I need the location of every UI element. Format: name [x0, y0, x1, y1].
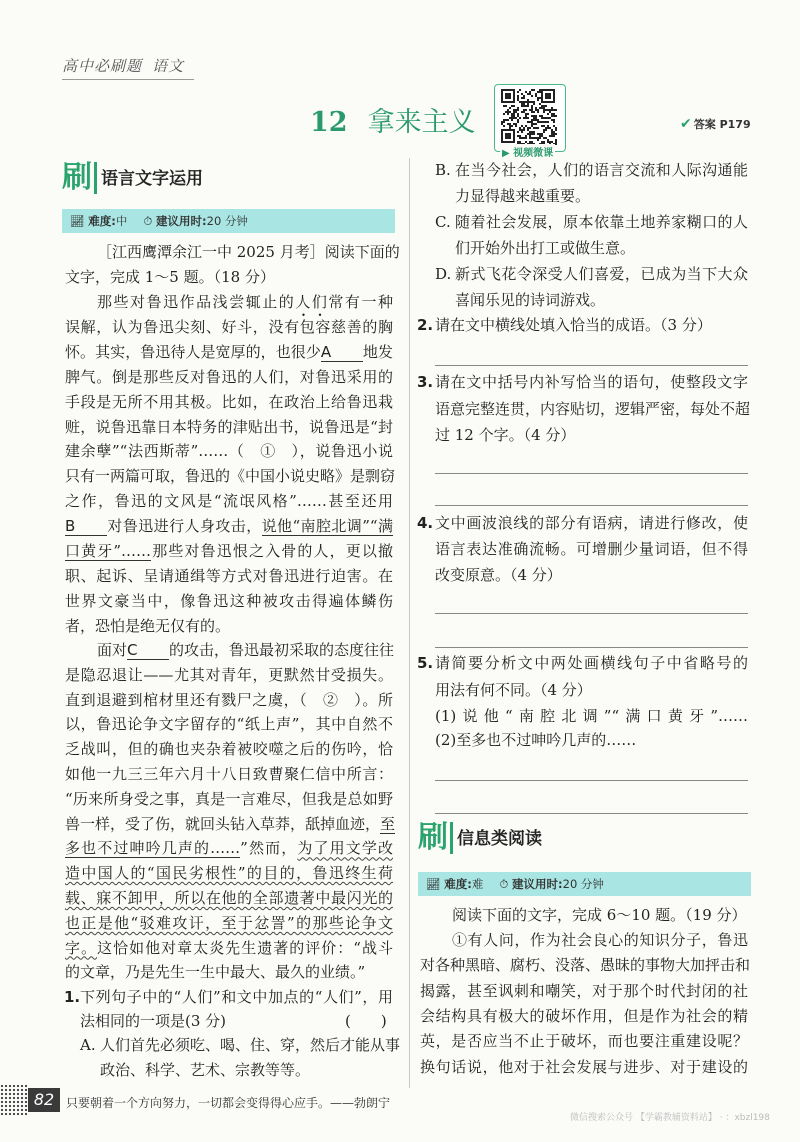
text-line [455, 212, 748, 232]
difficulty-value: 中 [115, 214, 128, 228]
text-segment: 在当今社会，人们的语言交流和人际沟通能 [455, 161, 748, 179]
text-line [65, 441, 393, 461]
text-segment: 语言表达准确流畅。可增删少量词语，但不得 [435, 540, 748, 558]
text-segment: 怀。其实，鲁迅待人是宽厚的，也很少 [65, 342, 321, 361]
text-segment: 是隐忍退让——尤其对青年，更默然甘受损失。 [65, 665, 393, 684]
fill-blank[interactable]: B [65, 517, 107, 536]
text-segment: 的文章，乃是先生一生中最大、最久的业绩。” [65, 963, 366, 982]
text-line [65, 739, 393, 759]
difficulty-label: 难度: [444, 877, 472, 891]
wavy-underlined-text: 字。 [65, 938, 98, 957]
footer-quote: 只要朝着一个方向努力，一切都会变得得心应手。——勃朗宁 [66, 1096, 391, 1110]
wavy-underlined-text: 为了用文学改 [297, 839, 393, 858]
text-line [65, 789, 393, 809]
text-line [65, 838, 393, 858]
text-segment: 下列句子中的“人们”和文中加点的“人们”，用 [80, 988, 393, 1006]
text-segment: 那些对鲁迅恨之入骨的人，更以撤 [151, 542, 393, 560]
text-line [420, 955, 751, 975]
text-line [452, 930, 748, 950]
text-line [65, 466, 396, 486]
text-segment: 脾气。倒是那些反对鲁迅的人们，对鲁迅采用的 [65, 367, 393, 386]
answer-reference [680, 116, 751, 132]
text-line [455, 186, 748, 206]
lesson-number: 12 [310, 107, 348, 138]
text-line [455, 264, 748, 284]
option-letter[interactable]: B. [435, 161, 451, 179]
text-line [65, 616, 393, 636]
text-segment: 文字，完成 1～5 题。（18 分） [65, 268, 275, 286]
text-line [65, 491, 393, 511]
text-line [65, 267, 393, 287]
text-line [420, 1006, 748, 1026]
underlined-text: 至 [380, 814, 396, 833]
text-segment: 法相同的一项是(3 分) [80, 1012, 227, 1030]
text-segment: 换句话说，他对于社会发展与进步、对于建设的 [420, 1057, 748, 1076]
option-letter[interactable]: A. [80, 1036, 96, 1054]
text-segment: 过 12 个字。（4 分） [435, 426, 576, 444]
text-line [65, 913, 393, 933]
text-segment: 职、起诉、呈请通缉等方式对鲁迅进行迫害。在 [65, 566, 393, 585]
text-line [65, 714, 393, 734]
text-segment: 者，恐怕是绝无仅有的。 [65, 616, 231, 635]
section-title: 语言文字运用 [101, 169, 203, 189]
text-segment: 如他一九三三年六月十八日致曹聚仁信中所言： [65, 765, 393, 783]
underlined-text: 说他“南腔北调”“满 [261, 517, 393, 536]
difficulty-value: 难 [471, 877, 484, 891]
text-line [65, 888, 393, 908]
qr-code-icon [501, 89, 557, 145]
text-line [435, 513, 748, 533]
text-line [65, 367, 393, 387]
wavy-underlined-text: 也正是他“驳难攻讦，至于忿詈”的那些论争文 [65, 913, 393, 932]
text-segment: 对鲁迅进行人身攻击， [107, 517, 262, 536]
option-letter[interactable]: C. [435, 213, 451, 231]
text-segment: 地发 [362, 342, 393, 361]
text-segment: 只有一两篇可取，鲁迅的《中国小说史略》是剽窃 [65, 467, 396, 486]
text-segment: 会结构具有极大的破坏作用，但是作为社会的精 [420, 1006, 748, 1025]
text-line [65, 566, 393, 586]
text-segment: 建余孽”“法西斯蒂”……（ ① ），说鲁迅小说 [65, 442, 393, 461]
text-segment: 对各种黑暗、腐朽、没落、愚昧的事物大加抨击和 [420, 956, 751, 975]
text-segment: 兽一样，受了伤，就回头钻入草莽，舐掉血迹， [65, 814, 381, 833]
text-segment: 人们首先必须吃、喝、住、穿，然后才能从事 [100, 1036, 401, 1054]
section-header-info-reading [418, 822, 542, 854]
answer-line-q3[interactable] [435, 505, 748, 506]
text-line [65, 317, 393, 337]
text-segment: 请在文中括号内补写恰当的语句，使整段文字 [435, 373, 748, 391]
text-line [65, 665, 393, 685]
text-line [65, 541, 393, 561]
running-header [62, 55, 194, 80]
qr-code[interactable] [494, 84, 566, 152]
text-segment: 那些对鲁迅作品浅尝辄止的 [97, 293, 296, 311]
qr-label-text: 视频微课 [513, 148, 554, 159]
answer-line-q5[interactable] [435, 780, 748, 781]
text-segment: 改变原意。（4 分） [435, 566, 562, 584]
option-letter[interactable]: D. [435, 265, 452, 283]
text-segment: 的攻击，鲁迅最初采取的态度往往 [169, 641, 395, 659]
text-segment: 阅读下面的文字，完成 6～10 题。（19 分） [452, 906, 747, 924]
subject: 语文 [152, 57, 185, 75]
text-segment: 之作，鲁迅的文风是“流氓风格”……甚至还用 [65, 492, 393, 511]
answer-paren[interactable]: ( ) [345, 1012, 387, 1030]
answer-line-q4[interactable] [435, 647, 748, 648]
text-line [435, 425, 748, 445]
text-segment: 英，是否应当不止于破坏，而也要注重建设呢？ [420, 1032, 748, 1051]
text-line [100, 1035, 401, 1055]
text-segment: 直到退避到棺材里还有戮尸之虞，（ ② ）。所 [65, 690, 393, 709]
text-line [420, 1031, 748, 1051]
lesson-title [310, 100, 476, 139]
text-line [420, 981, 748, 1001]
answer-line-q3[interactable] [435, 473, 748, 474]
question-number: 4. [417, 514, 434, 532]
time-label: 建议用时: [512, 877, 563, 891]
text-segment: 新式飞花令深受人们喜爱，已成为当下大众 [455, 265, 748, 283]
brush-icon: 刷 [62, 162, 97, 194]
text-segment: (1)说他“南腔北调”“满口黄牙”…… [435, 707, 748, 725]
wavy-underlined-text: 载、寐不卸甲，所以在他的全部遗著中最闪光的 [65, 889, 393, 907]
text-segment: 喜闻乐见的诗词游戏。 [455, 291, 606, 309]
text-line [97, 242, 400, 262]
text-line [65, 342, 393, 362]
text-segment: 请简要分析文中两处画横线句子中省略号的 [435, 654, 748, 672]
text-segment: 请在文中横线处填入恰当的成语。（3 分） [435, 316, 712, 334]
text-line [65, 938, 393, 958]
difficulty-band [62, 209, 395, 233]
book-title: 高中必刷题 [62, 57, 143, 75]
section-title: 信息类阅读 [457, 829, 542, 849]
underlined-text: 多也不过呻吟几声的…… [65, 839, 241, 858]
text-segment: 世界文豪当中，像鲁迅这种被攻击得遍体鳞伤 [65, 591, 393, 610]
text-line [455, 160, 748, 180]
answer-page: P179 [719, 118, 751, 131]
wavy-underlined-text: 造中国人的“国民劣根性”的目的，鲁迅终生荷 [65, 864, 393, 883]
underlined-text: 口黄牙”…… [65, 542, 152, 560]
text-segment: 误解，认为鲁迅尖刻、好斗，没有包容慈善的胸 [65, 317, 393, 336]
text-line [435, 372, 748, 392]
difficulty-label: 难度: [88, 214, 116, 228]
text-line [420, 1057, 748, 1077]
text-line [80, 987, 393, 1007]
brush-icon: 刷 [418, 822, 453, 854]
fill-blank[interactable]: A [321, 343, 363, 362]
question-number: 1. [64, 988, 81, 1006]
text-line [100, 1060, 393, 1080]
text-segment: 面对 [97, 641, 128, 659]
qr-label: ▶ 视频微课 [500, 144, 555, 159]
text-segment: 政治、科学、艺术、宗教等等。 [100, 1061, 311, 1079]
check-icon: ✔ [680, 116, 692, 132]
text-line [455, 238, 748, 258]
text-segment: 揭露，甚至讽刺和嘲笑，对于那个时代封闭的社 [420, 981, 748, 1000]
text-line [65, 417, 393, 437]
text-line [452, 905, 752, 925]
time-value: 20 分钟 [206, 214, 248, 228]
text-line [435, 653, 748, 673]
text-line [435, 539, 748, 559]
text-line [435, 680, 748, 700]
lesson-name: 拿来主义 [367, 107, 476, 138]
chart-icon: 📈︎ [426, 877, 441, 891]
text-line [65, 814, 396, 834]
time-value: 20 分钟 [562, 877, 604, 891]
text-segment: 们开始外出打工或做生意。 [455, 239, 636, 257]
column-divider [409, 158, 410, 1088]
section-header-language [62, 162, 203, 194]
text-line [65, 962, 393, 982]
text-segment: ［江西鹰潭余江一中 2025 月考］阅读下面的 [97, 243, 400, 261]
text-line [435, 730, 748, 750]
question-number: 3. [417, 373, 434, 391]
timer-icon: ⏱ [499, 877, 509, 891]
text-segment: 用法有何不同。（4 分） [435, 681, 592, 699]
difficulty-band [418, 872, 751, 896]
watermark: 微信搜索公众号 【学霸教辅资料站】 · ：xbzl198 [570, 1113, 770, 1123]
dot-pattern [0, 1084, 28, 1116]
dotted-text: 人们 [295, 293, 329, 311]
page-number-box [0, 1084, 62, 1116]
answer-line-q2[interactable] [435, 365, 748, 366]
text-segment: “历来所身受之事，真是一言难尽，但我是总如野 [65, 789, 393, 808]
text-line [435, 706, 748, 726]
text-segment: 常有一种 [328, 293, 393, 311]
chart-icon: 📈︎ [70, 214, 85, 228]
text-segment: ①有人问，作为社会良心的知识分子，鲁迅 [452, 931, 748, 949]
text-line [65, 516, 393, 536]
text-segment: (2)至多也不过呻吟几声的…… [435, 731, 637, 749]
text-line [435, 315, 748, 335]
text-line [65, 591, 393, 611]
text-segment: 力显得越来越重要。 [455, 187, 591, 205]
text-line [435, 565, 748, 585]
text-segment: 文中画波浪线的部分有语病，请进行修改，使 [435, 514, 748, 532]
text-line [65, 690, 393, 710]
time-label: 建议用时: [156, 214, 207, 228]
text-line [65, 764, 393, 784]
text-segment: 随着社会发展，原本依靠土地养家糊口的人 [455, 213, 748, 231]
answer-line-q5[interactable] [435, 813, 748, 814]
text-segment: 乏战叫，但的确也夹杂着被咬噬之后的伤吟，恰 [65, 740, 393, 759]
timer-icon: ⏱ [143, 214, 153, 228]
text-line [97, 292, 393, 312]
question-number: 5. [417, 654, 434, 672]
text-segment: ”然而， [240, 839, 298, 858]
text-line [97, 640, 393, 660]
text-line [455, 290, 748, 310]
question-number: 2. [417, 316, 434, 334]
text-segment: 手段是无所不用其极。比如，在政治上给鲁迅栽 [65, 392, 393, 411]
answer-label: 答案 [693, 118, 716, 131]
page-number: 82 [28, 1088, 60, 1112]
text-segment: 以，鲁迅论争文字留存的“纸上声”，其中自然不 [65, 715, 393, 734]
fill-blank[interactable]: C [127, 641, 169, 660]
text-segment: 语意完整连贯，内容贴切，逻辑严密，每处不超 [435, 399, 751, 418]
text-segment: 这恰如他对章太炎先生遗著的评价：“战斗 [97, 938, 393, 957]
text-line [435, 399, 751, 419]
text-line [65, 392, 393, 412]
answer-line-q4[interactable] [435, 613, 748, 614]
text-line [65, 863, 393, 883]
text-segment: 赃，说鲁迅靠日本特务的津贴出书，说鲁迅是“封 [65, 417, 393, 436]
